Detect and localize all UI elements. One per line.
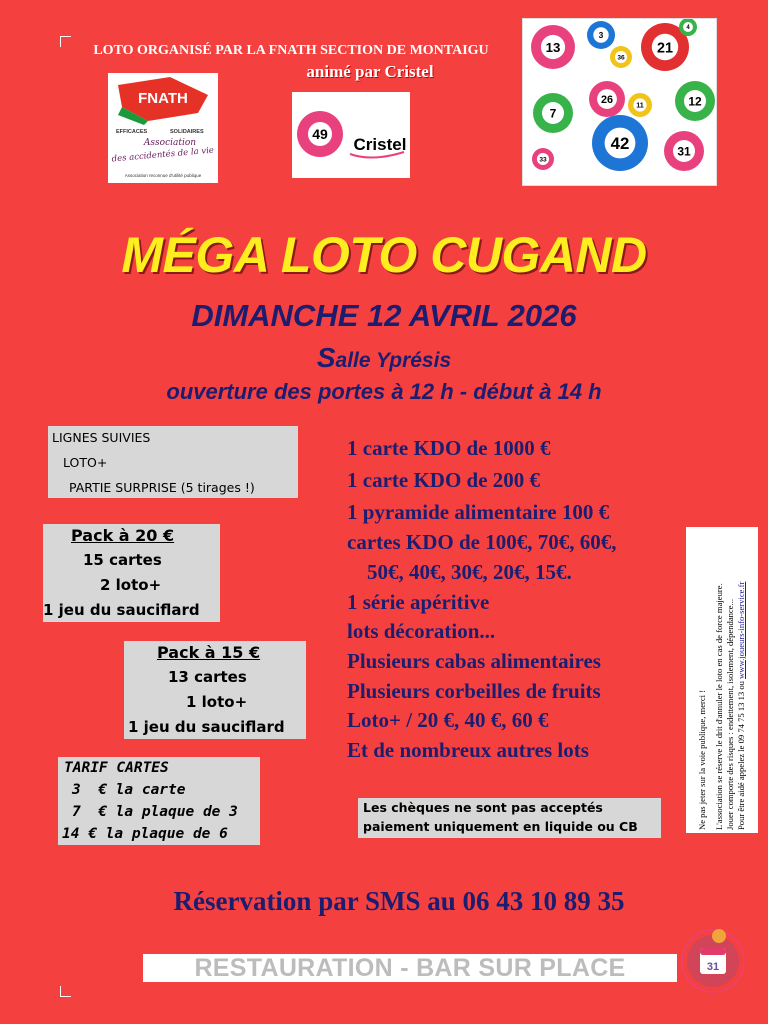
prize-item: cartes KDO de 100€, 70€, 60€, [347, 530, 617, 554]
bingo-ball [533, 93, 573, 133]
pack-20-game: 1 jeu du sauciflard [43, 601, 200, 619]
bingo-ball-number: 26 [600, 93, 614, 106]
prize-item: Loto+ / 20 €, 40 €, 60 € [347, 708, 549, 732]
pack-20-box [43, 524, 220, 622]
event-venue [0, 342, 768, 374]
prize-item: Plusieurs cabas alimentaires [347, 649, 601, 673]
tarif-line-3: 14 € la plaque de 6 [62, 826, 228, 842]
cheques-line-2: paiement uniquement en liquide ou CB [363, 819, 638, 834]
lignes-title: LIGNES SUIVIES [52, 430, 151, 445]
tarif-line-2: 7 € la plaque de 3 [72, 804, 238, 820]
bingo-balls-image [522, 18, 717, 186]
restauration-banner: RESTAURATION - BAR SUR PLACE [143, 954, 677, 982]
event-hours: ouverture des portes à 12 h - début à 14 h [166, 379, 602, 404]
bingo-ball [531, 25, 575, 69]
bingo-ball-number: 11 [636, 100, 644, 110]
fnath-tagline-left: EFFICACES [116, 129, 148, 135]
animator-line: animé par Cristel [306, 62, 434, 81]
bingo-ball [532, 148, 554, 170]
bingo-ball [589, 81, 625, 117]
pack-15-box [124, 641, 306, 739]
calendar-day: 31 [706, 961, 720, 973]
bingo-ball-number: 7 [549, 106, 557, 121]
tarif-title: TARIF CARTES [64, 760, 169, 776]
tarif-line-1: 3 € la carte [72, 782, 186, 798]
pack-15-loto: 1 loto+ [186, 693, 248, 711]
bingo-ball [675, 81, 715, 121]
cheques-notice [358, 798, 661, 838]
bingo-ball-number: 21 [656, 40, 674, 57]
bingo-ball-number: 4 [686, 24, 690, 31]
crop-mark [60, 986, 71, 997]
fnath-association: Association [143, 138, 197, 148]
prize-item: Plusieurs corbeilles de fruits [347, 679, 601, 703]
pack-15-game: 1 jeu du sauciflard [128, 718, 285, 736]
fnath-footer: Association reconnue d'utilité publique [124, 173, 202, 178]
pack-15-title: Pack à 15 € [157, 643, 261, 662]
organizer-line: LOTO ORGANISÉ PAR LA FNATH SECTION DE MONTAIGU [93, 43, 489, 58]
bingo-ball-number: 3 [598, 30, 604, 41]
event-date: DIMANCHE 12 AVRIL 2026 [191, 298, 577, 333]
lignes-partie-surprise: PARTIE SURPRISE (5 tirages !) [69, 480, 255, 495]
prize-item: 1 série apéritive [347, 590, 490, 614]
bingo-ball [664, 131, 704, 171]
bingo-ball [592, 115, 648, 171]
pack-20-title: Pack à 20 € [71, 526, 175, 545]
prize-item: 1 pyramide alimentaire 100 € [347, 500, 610, 524]
legal-side-note [686, 527, 758, 833]
legal-line-3: Jouer comporte des risques : endettement, isolement, dépendance... [725, 598, 735, 830]
cheques-line-1: Les chèques ne sont pas acceptés [363, 800, 603, 815]
bingo-ball-number: 13 [545, 39, 561, 55]
bingo-ball [628, 93, 652, 117]
pack-20-loto: 2 loto+ [100, 576, 162, 594]
venue-name: alle Yprésis [335, 349, 452, 372]
prize-item: 50€, 40€, 30€, 20€, 15€. [367, 560, 572, 584]
bingo-ball-number: 12 [688, 94, 702, 109]
prize-item: lots décoration... [347, 619, 496, 643]
bingo-ball [610, 46, 632, 68]
lignes-loto-plus: LOTO+ [63, 455, 108, 470]
bingo-ball-number: 36 [617, 54, 625, 62]
reservation-line: Réservation par SMS au 06 43 10 89 35 [173, 886, 625, 916]
pack-20-cards: 15 cartes [83, 551, 162, 569]
fnath-name: FNATH [138, 90, 188, 107]
legal-helpline: Pour être aidé appelez le 09 74 75 13 13 ou [736, 678, 746, 830]
cristel-ball-number: 49 [312, 126, 328, 142]
legal-line-2: L'association se réserve le drit d'annuler le loto en cas de force majeure. [714, 583, 724, 830]
bingo-ball-number: 31 [677, 144, 691, 159]
lignes-box [48, 426, 298, 498]
prize-item: Et de nombreux autres lots [347, 738, 589, 762]
venue-initial: S [316, 342, 336, 373]
cristel-logo [292, 92, 410, 178]
calendar-icon [680, 928, 746, 994]
joueurs-info-link[interactable]: www.joueurs-info-service.fr [736, 581, 746, 679]
bingo-ball [587, 21, 615, 49]
fnath-subtitle: des accidentés de la vie [111, 145, 215, 165]
bingo-ball-number: 33 [539, 156, 547, 164]
fnath-logo [108, 73, 218, 183]
legal-line-4 [736, 530, 747, 830]
pack-15-cards: 13 cartes [168, 668, 247, 686]
bingo-ball-number: 42 [610, 134, 630, 154]
legal-line-1: Ne pas jeter sur la voie publique, merci ! [697, 689, 707, 830]
cristel-name: Cristel [353, 135, 407, 154]
prize-item: 1 carte KDO de 1000 € [347, 436, 551, 460]
fnath-tagline-right: SOLIDAIRES [170, 129, 204, 135]
prize-item: 1 carte KDO de 200 € [347, 468, 541, 492]
tarif-box [58, 757, 260, 845]
event-title: MÉGA LOTO CUGAND [121, 227, 647, 283]
